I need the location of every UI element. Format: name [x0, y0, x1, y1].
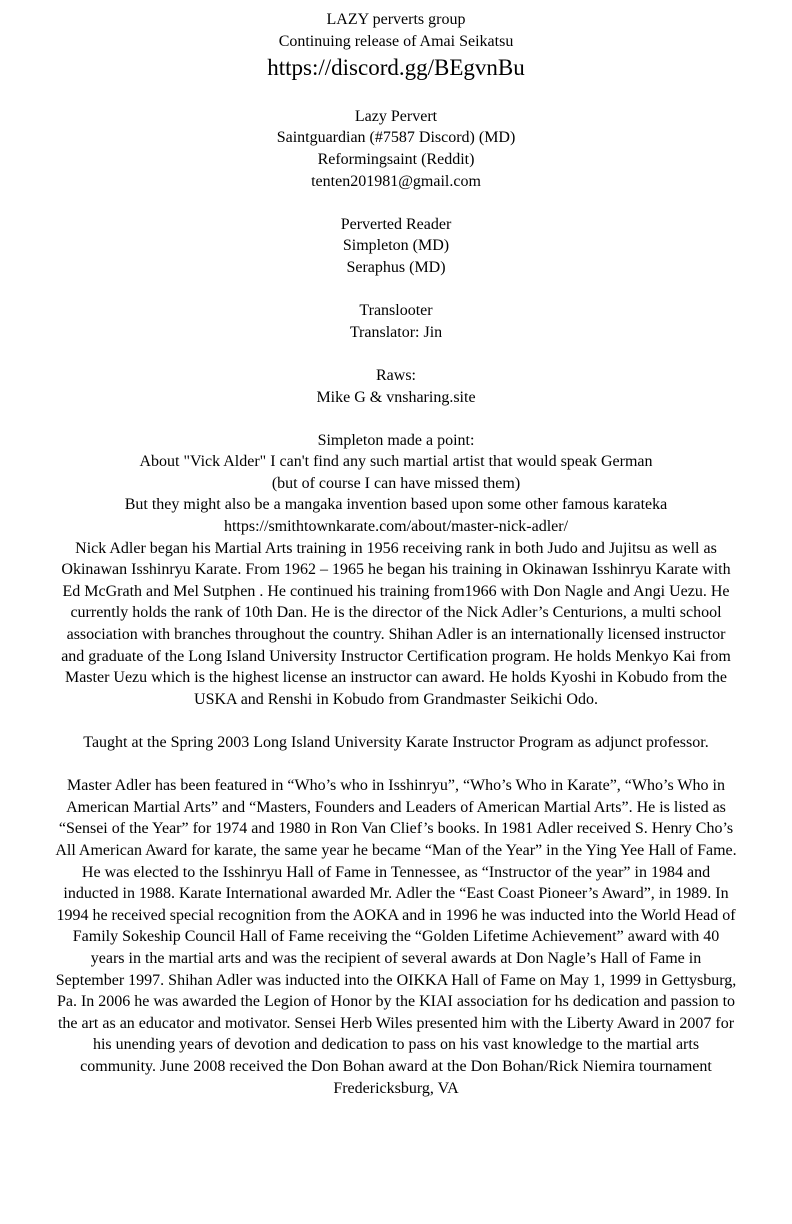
- bio-line: All American Award for karate, the same year he became “Man of the Year” in the Ying Yee Hall of Fame.: [55, 841, 737, 859]
- note-line: Simpleton made a point:: [317, 431, 475, 449]
- release-title: Continuing release of Amai Seikatsu: [278, 32, 514, 50]
- bio-line: currently holds the rank of 10th Dan. He is the director of the Nick Adler’s Centurions, a multi school: [70, 604, 722, 622]
- raws-role: Raws:: [376, 366, 416, 384]
- bio-line: Master Adler has been featured in “Who’s who in Isshinryu”, “Who’s Who in Karate”, “Who’s Who in: [67, 777, 725, 795]
- raws-name: Mike G & vnsharing.site: [316, 388, 476, 406]
- note-line: But they might also be a mangaka invention based upon some other famous karateka: [124, 496, 668, 514]
- bio-line: inducted in 1988. Karate International awarded Mr. Adler the “East Coast Pioneer’s Award”, in 1989. In: [63, 885, 729, 903]
- bio-line: USKA and Renshi in Kobudo from Grandmaster Seikichi Odo.: [194, 690, 598, 708]
- note-url[interactable]: https://smithtownkarate.com/about/master-nick-adler/: [223, 518, 569, 536]
- bio-line: “Sensei of the Year” for 1974 and 1980 in Ron Van Clief’s books. In 1981 Adler received S. Henry Cho’s: [58, 820, 734, 838]
- perverted-reader-name: Seraphus (MD): [346, 258, 446, 276]
- bio-line: Nick Adler began his Martial Arts training in 1956 receiving rank in both Judo and Jujitsu as well as: [75, 539, 717, 557]
- spacer: [0, 343, 792, 365]
- bio-line: Master Uezu which is the highest license an instructor can award. He holds Kyoshi in Kobudo from the: [64, 669, 728, 687]
- bio-line: years in the martial arts and was the recipient of several awards at Don Nagle’s Hall of Fame in: [90, 949, 702, 967]
- spacer: [0, 408, 792, 430]
- bio-line: American Martial Arts” and “Masters, Founders and Leaders of American Martial Arts”. He is listed as: [66, 798, 726, 816]
- bio-line: his unending years of devotion and dedication to pass on his vast knowledge to the martial arts: [92, 1036, 700, 1054]
- lazy-pervert-role: Lazy Pervert: [354, 107, 438, 125]
- perverted-reader-role: Perverted Reader: [340, 215, 452, 233]
- bio-line: association with branches throughout the country. Shihan Adler is an internationally licensed instructor: [66, 626, 726, 644]
- translooter-role: Translooter: [359, 302, 433, 320]
- bio-line: Family Sokeship Council Hall of Fame receiving the “Golden Lifetime Achievement” award with 40: [72, 928, 720, 946]
- perverted-reader-name: Simpleton (MD): [342, 237, 450, 255]
- discord-link[interactable]: https://discord.gg/BEgvnBu: [267, 55, 525, 81]
- spacer: [0, 754, 792, 776]
- bio-line: Ed McGrath and Mel Sutphen . He continued his training from1966 with Don Nagle and Angi Uezu. He: [62, 582, 730, 600]
- lazy-pervert-name: Saintguardian (#7587 Discord) (MD): [276, 129, 516, 147]
- spacer: [0, 192, 792, 214]
- bio-line: He was elected to the Isshinryu Hall of Fame in Tennessee, as “Instructor of the year” in 1984 and: [81, 863, 711, 881]
- bio-line: community. June 2008 received the Don Bohan award at the Don Bohan/Rick Niemira tournament: [80, 1057, 712, 1075]
- bio-line: the art as an educator and motivator. Sensei Herb Wiles presented him with the Liberty Award in 2007 for: [57, 1014, 735, 1032]
- bio-line: 1994 he received special recognition from the AOKA and in 1996 he was inducted into the World Head of: [56, 906, 736, 924]
- lazy-pervert-name: Reformingsaint (Reddit): [317, 150, 475, 168]
- spacer: [0, 84, 792, 106]
- bio-line: and graduate of the Long Island University Instructor Certification program. He holds Menkyo Kai from: [61, 647, 731, 665]
- spacer: [0, 279, 792, 301]
- bio-line: September 1997. Shihan Adler was inducted into the OIKKA Hall of Fame on May 1, 1999 in Gettysburg,: [55, 971, 737, 989]
- bio-line: Fredericksburg, VA: [333, 1079, 459, 1097]
- translator-name: Translator: Jin: [349, 323, 443, 341]
- bio-line: Pa. In 2006 he was awarded the Legion of Honor by the KIAI association for hs dedication and passion to: [56, 993, 736, 1011]
- spacer: [0, 710, 792, 732]
- bio-line: Okinawan Isshinryu Karate. From 1962 – 1965 he began his training in Okinawan Isshinryu Karate with: [61, 561, 731, 579]
- note-line: (but of course I can have missed them): [271, 474, 521, 492]
- note-line: About "Vick Alder" I can't find any such martial artist that would speak German: [139, 453, 653, 471]
- group-name: LAZY perverts group: [326, 11, 466, 28]
- lazy-pervert-email[interactable]: tenten201981@gmail.com: [311, 172, 481, 190]
- taught-line: Taught at the Spring 2003 Long Island University Karate Instructor Program as adjunct professor.: [83, 734, 709, 751]
